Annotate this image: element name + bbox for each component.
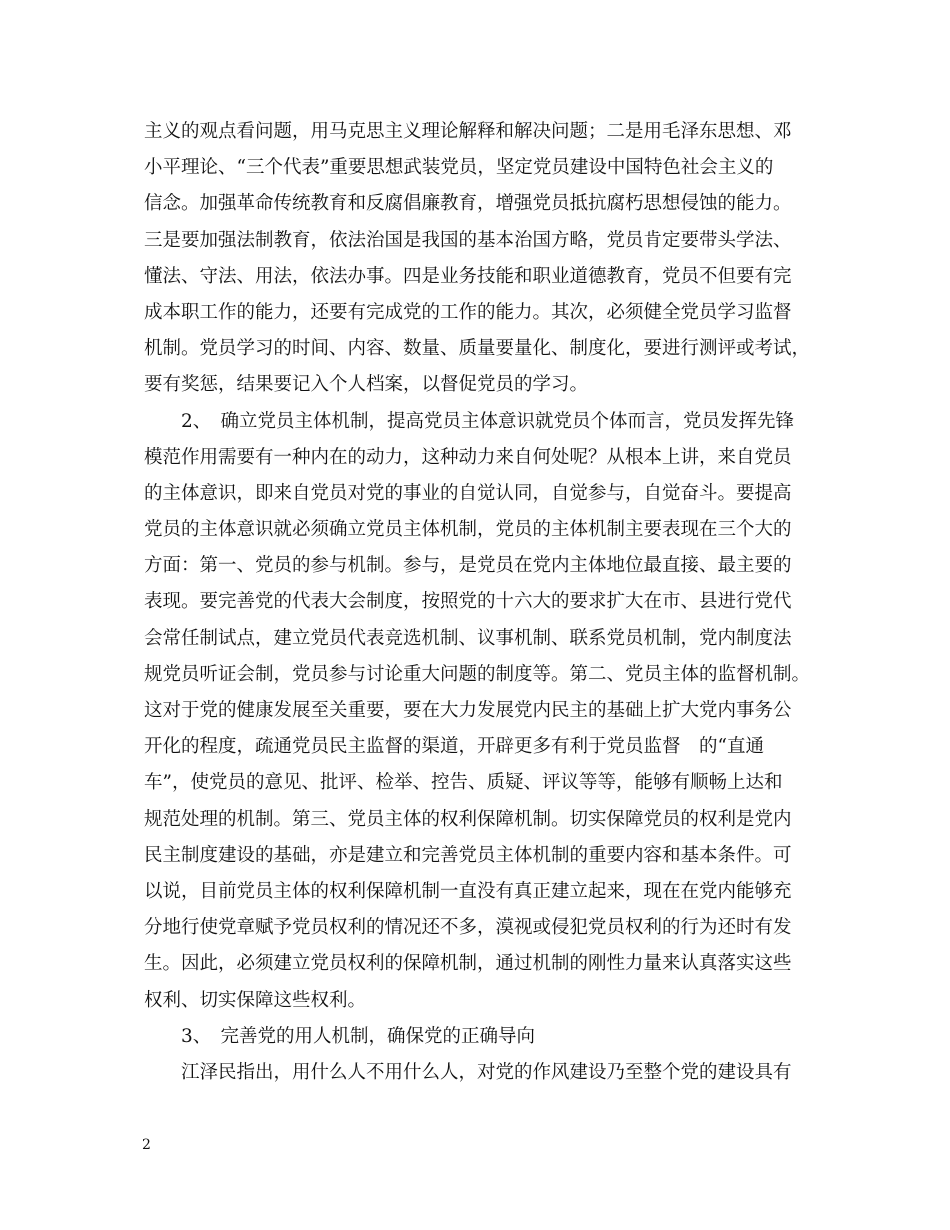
text-line: 要有奖惩，结果要记入个人档案，以督促党员的学习。 xyxy=(144,374,589,396)
text-line: 信念。加强革命传统教育和反腐倡廉教育，增强党员抵抗腐朽思想侵蚀的能力。 xyxy=(144,193,792,215)
text-line: 方面：第一、党员的参与机制。参与，是党员在党内主体地位最直接、最主要的 xyxy=(144,555,792,577)
text-line: 模范作用需要有一种内在的动力，这种动力来自何处呢？从根本上讲，来自党员 xyxy=(144,446,792,468)
text-line: 会常任制试点，建立党员代表竞选机制、议事机制、联系党员机制，党内制度法 xyxy=(144,627,792,649)
text-line: 这对于党的健康发展至关重要，要在大力发展党内民主的基础上扩大党内事务公 xyxy=(144,700,792,721)
text-line: 权利、切实保障这些权利。 xyxy=(144,989,367,1011)
text-line: 3、 完善党的用人机制，确保党的正确导向 xyxy=(181,1025,536,1047)
text-line: 规党员听证会制，党员参与讨论重大问题的制度等。第二、党员主体的监督机制。 xyxy=(144,663,811,685)
text-line: 党员的主体意识就必须确立党员主体机制，党员的主体机制主要表现在三个大的 xyxy=(144,519,792,541)
text-line: 三是要加强法制教育，依法治国是我国的基本治国方略，党员肯定要带头学法、 xyxy=(144,229,792,251)
body-text xyxy=(144,114,824,1091)
text-line: 机制。党员学习的时间、内容、数量、质量要量化、制度化，要进行测评或考试， xyxy=(144,338,811,360)
text-line: 江泽民指出，用什么人不用什么人，对党的作风建设乃至整个党的建设具有 xyxy=(181,1061,792,1083)
text-line: 开化的程度，疏通党员民主监督的渠道，开辟更多有利于党员监督 的“直通 xyxy=(144,736,764,758)
text-line: 生。因此，必须建立党员权利的保障机制，通过机制的刚性力量来认真落实这些 xyxy=(144,953,792,975)
text-line: 表现。要完善党的代表大会制度，按照党的十六大的要求扩大在市、县进行党代 xyxy=(144,591,792,613)
text-line: 规范处理的机制。第三、党员主体的权利保障机制。切实保障党员的权利是党内 xyxy=(144,808,792,830)
text-line: 2、 确立党员主体机制，提高党员主体意识就党员个体而言，党员发挥先锋 xyxy=(181,410,795,432)
page-number: 2 xyxy=(142,1137,151,1153)
text-line: 的主体意识，即来自党员对党的事业的自觉认同，自觉参与，自觉奋斗。要提高 xyxy=(144,482,792,504)
text-line: 小平理论、“三个代表”重要思想武装党员，坚定党员建设中国特色社会主义的 xyxy=(144,157,774,179)
text-line: 分地行使党章赋予党员权利的情况还不多，漠视或侵犯党员权利的行为还时有发 xyxy=(144,917,792,939)
text-line: 民主制度建设的基础，亦是建立和完善党员主体机制的重要内容和基本条件。可 xyxy=(144,844,792,866)
text-line: 成本职工作的能力，还要有完成党的工作的能力。其次，必须健全党员学习监督 xyxy=(144,301,792,323)
text-line: 懂法、守法、用法，依法办事。四是业务技能和职业道德教育，党员不但要有完 xyxy=(144,265,792,287)
text-line: 车”，使党员的意见、批评、检举、控告、质疑、评议等等，能够有顺畅上达和 xyxy=(144,772,783,794)
text-line: 以说，目前党员主体的权利保障机制一直没有真正建立起来，现在在党内能够充 xyxy=(144,880,792,902)
text-line: 主义的观点看问题，用马克思主义理论解释和解决问题；二是用毛泽东思想、邓 xyxy=(144,121,792,142)
